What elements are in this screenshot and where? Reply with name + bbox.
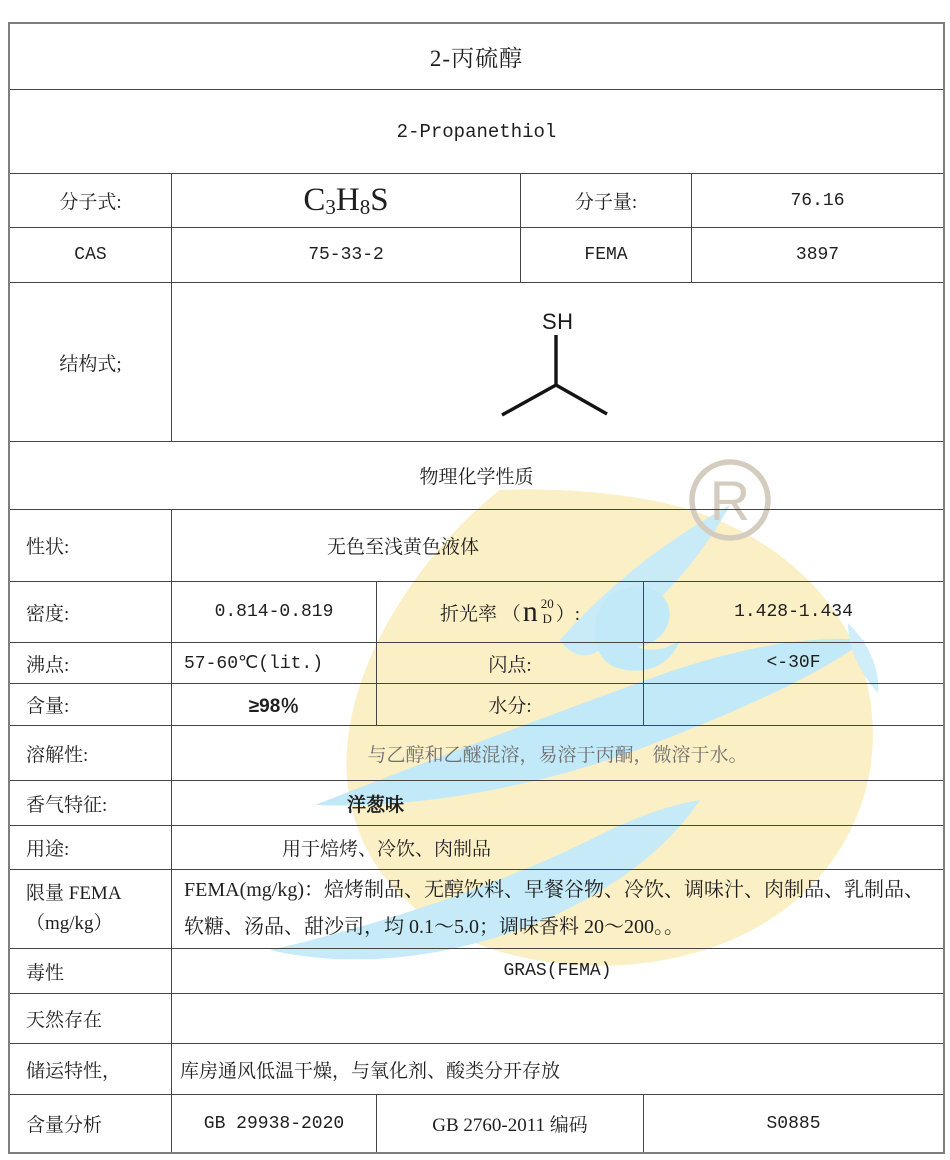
cas-label: CAS xyxy=(10,228,172,282)
moisture-value xyxy=(644,684,943,725)
aroma-value: 洋葱味 xyxy=(347,794,405,816)
usage-value: 用于焙烤、冷饮、肉制品 xyxy=(282,839,492,860)
spec-table xyxy=(8,22,945,1154)
density-label: 密度: xyxy=(10,582,172,642)
molecular-weight-label: 分子量: xyxy=(521,174,692,227)
row-appearance xyxy=(10,510,943,582)
assay-analysis-label: 含量分析 xyxy=(10,1095,172,1152)
toxicity-label: 毒性 xyxy=(10,949,172,993)
assay-label: 含量: xyxy=(10,684,172,725)
storage-label: 储运特性， xyxy=(10,1044,172,1094)
natural-occurrence-label: 天然存在 xyxy=(10,994,172,1043)
fema-value: 3897 xyxy=(795,245,840,265)
row-title-en xyxy=(10,90,943,174)
structure-drawing-cell xyxy=(172,283,943,441)
cas-value: 75-33-2 xyxy=(172,228,521,282)
usage-label: 用途: xyxy=(10,826,172,869)
toxicity-value: GRAS(FEMA) xyxy=(503,961,612,981)
row-boiling-flash xyxy=(10,643,943,684)
assay-analysis-code-value: S0885 xyxy=(766,1113,821,1134)
row-title xyxy=(10,24,943,90)
thiol-group-label: SH xyxy=(542,309,574,334)
density-value: 0.814-0.819 xyxy=(172,582,377,642)
solubility-label: 溶解性: xyxy=(10,726,172,780)
boiling-point-label: 沸点: xyxy=(10,643,172,683)
row-natural-occurrence xyxy=(10,994,943,1044)
row-molecular xyxy=(10,174,943,228)
refractive-n-symbol: n xyxy=(522,595,538,628)
moisture-label: 水分: xyxy=(377,684,644,725)
product-title-en: 2-Propanethiol xyxy=(396,120,557,143)
row-section-header xyxy=(10,442,943,510)
fema-limit-label-line2: （mg/kg） xyxy=(26,913,113,934)
row-solubility xyxy=(10,726,943,781)
fema-limit-label xyxy=(10,870,172,948)
row-aroma xyxy=(10,781,943,826)
flash-point-value: <-30F xyxy=(766,653,821,673)
aroma-label: 香气特征: xyxy=(10,781,172,825)
structure-label: 结构式; xyxy=(10,283,172,441)
row-assay-moisture xyxy=(10,684,943,726)
formula-text: C3H8S xyxy=(303,182,389,219)
solubility-value: 与乙醇和乙醚混溶，易溶于丙酮，微溶于水。 xyxy=(367,744,748,766)
flash-point-label: 闪点: xyxy=(377,643,644,683)
row-fema-limit xyxy=(10,870,943,949)
product-title-cn: 2-丙硫醇 xyxy=(429,46,524,71)
appearance-value: 无色至浅黄色液体 xyxy=(327,537,480,558)
fema-limit-value: FEMA(mg/kg)：焙烤制品、无醇饮料、早餐谷物、冷饮、调味汁、肉制品、乳制品、软糖、汤品、甜沙司，均 0.1～5.0；调味香料 20～200。。 xyxy=(184,879,924,938)
refractive-index-formula: 折光率 （ n 20 D ）: xyxy=(439,595,581,628)
appearance-label: 性状: xyxy=(10,510,172,581)
row-cas-fema xyxy=(10,228,943,283)
row-toxicity xyxy=(10,949,943,994)
molecular-formula-label: 分子式: xyxy=(10,174,172,227)
bond-right xyxy=(556,385,607,414)
storage-value: 库房通风低温干燥，与氧化剂、酸类分开存放 xyxy=(180,1060,561,1082)
refractive-sup-sub: 20 D xyxy=(540,596,554,626)
assay-analysis-standard: GB 29938-2020 xyxy=(172,1095,377,1152)
fema-label: FEMA xyxy=(521,228,692,282)
natural-occurrence-value xyxy=(172,994,943,1043)
row-storage xyxy=(10,1044,943,1095)
assay-value: ≥98％ xyxy=(172,684,377,725)
fema-limit-label-line1: 限量 FEMA xyxy=(26,882,122,904)
boiling-point-value: 57-60℃(lit.) xyxy=(172,643,377,683)
molecular-weight-value: 76.16 xyxy=(790,190,845,211)
assay-analysis-code-label: GB 2760-2011 编码 xyxy=(377,1095,644,1152)
refractive-index-value: 1.428-1.434 xyxy=(734,602,853,622)
molecular-formula-value xyxy=(172,174,521,227)
row-structure xyxy=(10,283,943,442)
bond-left xyxy=(502,385,556,415)
row-density-refractive xyxy=(10,582,943,643)
refractive-index-label xyxy=(377,582,644,642)
row-usage xyxy=(10,826,943,870)
registered-trademark-letter: R xyxy=(709,469,751,532)
chemical-structure-drawing xyxy=(495,301,620,423)
row-assay-analysis xyxy=(10,1095,943,1152)
section-header: 物理化学性质 xyxy=(419,467,534,488)
